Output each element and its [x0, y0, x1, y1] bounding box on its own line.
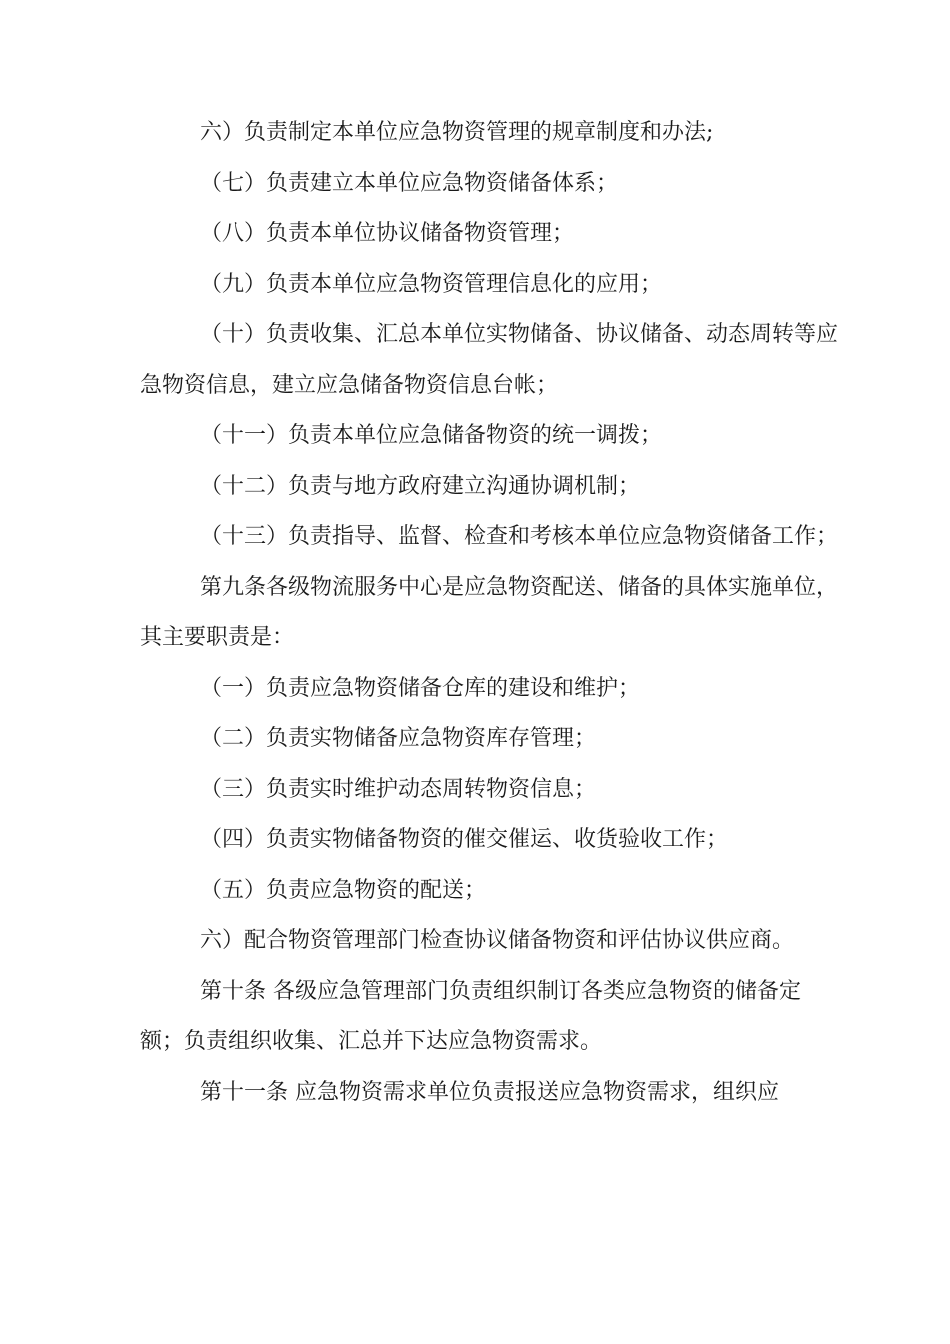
article-9-item-3: （三）负责实时维护动态周转物资信息；	[200, 776, 597, 802]
article-9-item-6: 六）配合物资管理部门检查协议储备物资和评估协议供应商。	[200, 928, 795, 953]
paragraph-item-12: （十二）负责与地方政府建立沟通协调机制；	[200, 473, 641, 499]
paragraph-item-9: （九）负责本单位应急物资管理信息化的应用；	[200, 271, 663, 297]
document-body	[140, 108, 840, 1118]
article-9-paragraph: 第九条各级物流服务中心是应急物资配送、储备的具体实施单位，其主要职责是：	[140, 574, 839, 650]
paragraph-item-10: （十）负责收集、汇总本单位实物储备、协议储备、动态周转等应急物资信息，建立应急储备物资信息台帐；	[140, 322, 839, 398]
article-10-paragraph: 第十条 各级应急管理部门负责组织制订各类应急物资的储备定额；负责组织收集、汇总并下达应急物资需求。	[140, 978, 801, 1054]
article-11-paragraph: 第十一条 应急物资需求单位负责报送应急物资需求，组织应	[200, 1079, 779, 1105]
article-9-item-4: （四）负责实物储备物资的催交催运、收货验收工作；	[200, 827, 729, 852]
article-9-item-5: （五）负责应急物资的配送；	[200, 877, 487, 903]
paragraph-item-11: （十一）负责本单位应急储备物资的统一调拨；	[200, 423, 663, 448]
article-9-item-2: （二）负责实物储备应急物资库存管理；	[200, 726, 597, 751]
paragraph-item-13: （十三）负责指导、监督、检查和考核本单位应急物资储备工作；	[200, 524, 839, 549]
article-9-item-1: （一）负责应急物资储备仓库的建设和维护；	[200, 675, 641, 701]
paragraph-item-7: （七）负责建立本单位应急物资储备体系；	[200, 170, 619, 196]
paragraph-item-8: （八）负责本单位协议储备物资管理；	[200, 221, 575, 246]
paragraph-item-6: 六）负责制定本单位应急物资管理的规章制度和办法;	[200, 120, 714, 145]
